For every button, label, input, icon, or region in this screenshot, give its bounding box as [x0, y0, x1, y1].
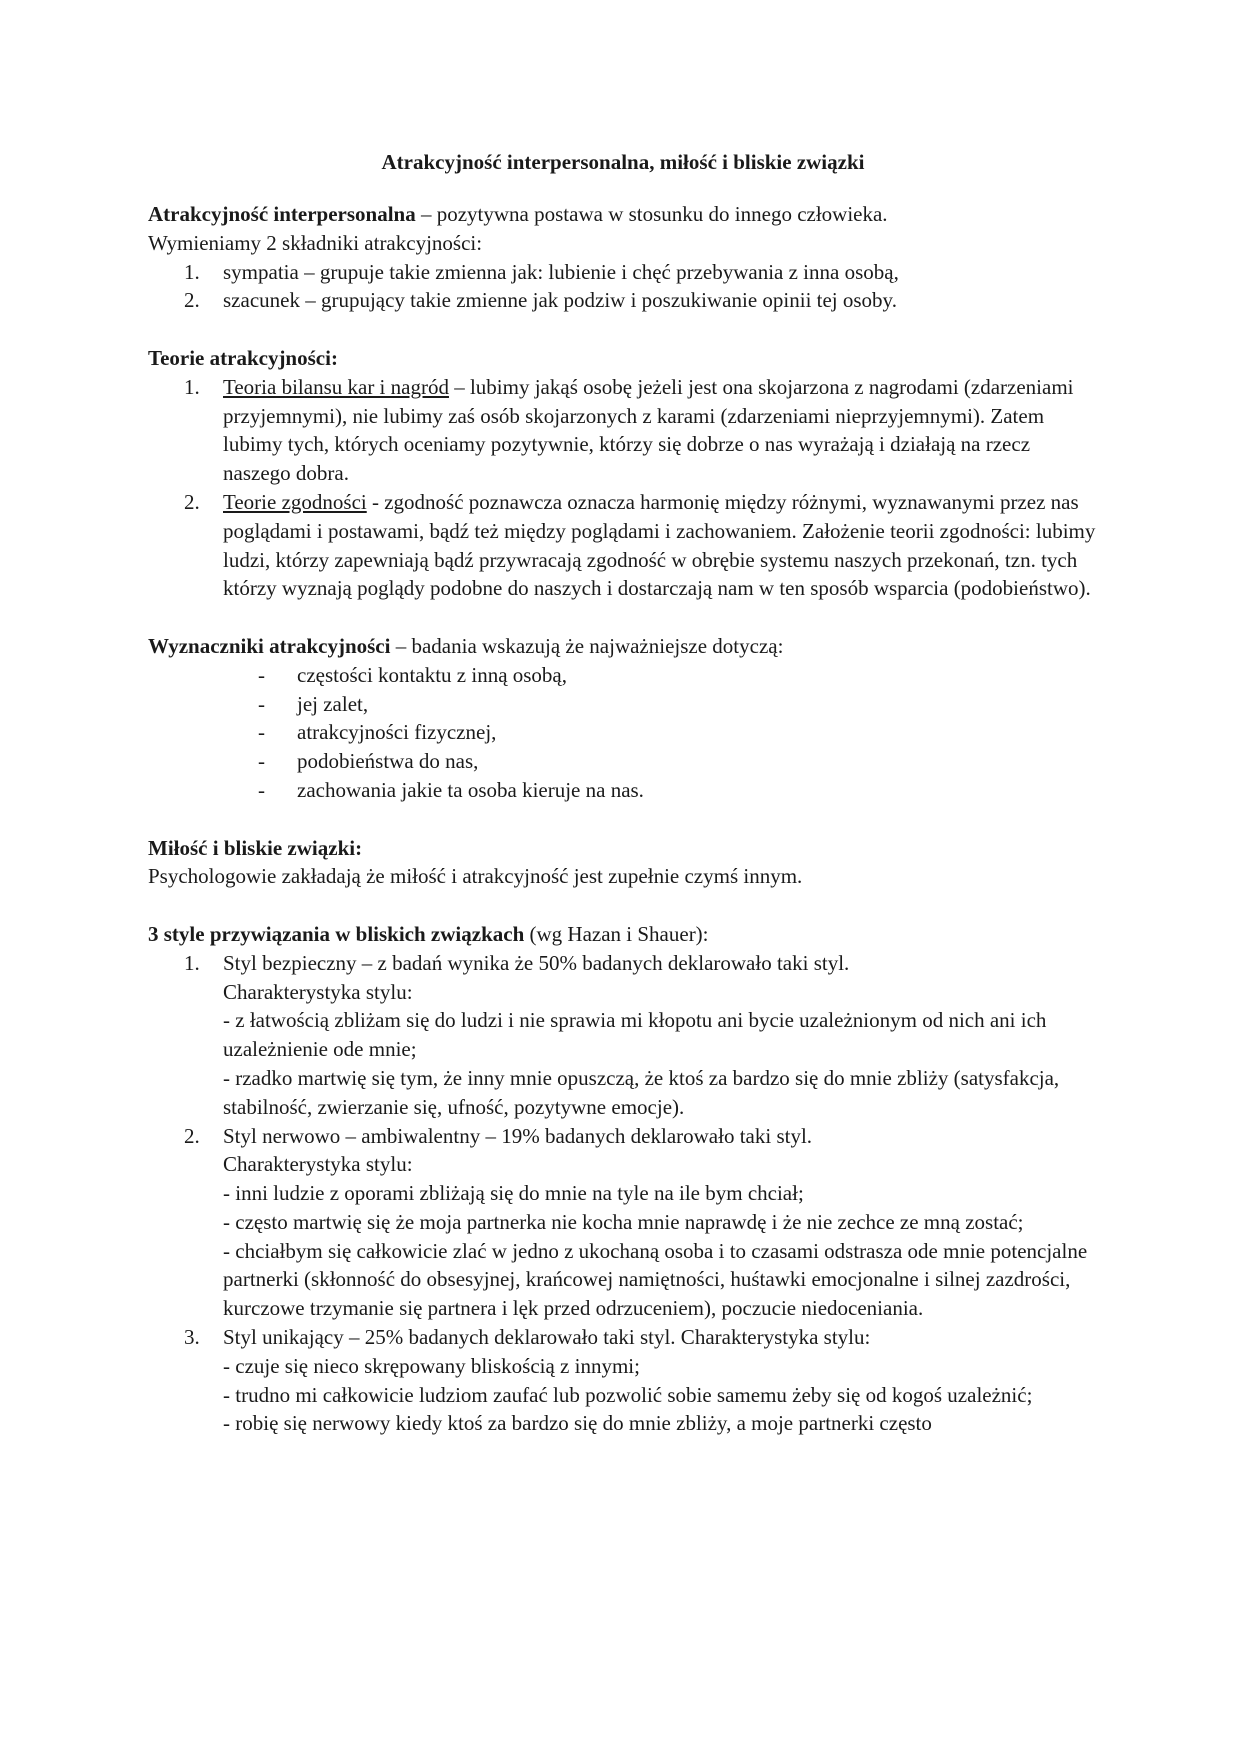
list-number: 2.: [184, 288, 200, 313]
heading-suffix: (wg Hazan i Shauer):: [524, 921, 709, 946]
list-number: 2.: [184, 1123, 200, 1148]
list-item: [148, 747, 1098, 776]
section-heading: 3 style przywiązania w bliskich związkach: [148, 921, 525, 946]
list-number: 3.: [184, 1325, 200, 1350]
list-number: 1.: [184, 374, 200, 399]
attachment-styles-list: [148, 949, 1098, 1439]
list-item: [148, 488, 1098, 603]
theory-term: Teoria bilansu kar i nagród: [223, 374, 449, 399]
list-item-text: zachowania jakie ta osoba kieruje na nas.: [297, 777, 644, 802]
dash-bullet: -: [258, 662, 265, 687]
list-item-text: sympatia – grupuje takie zmienna jak: lubienie i chęć przebywania z inna osobą,: [223, 259, 899, 284]
definition-paragraph: [148, 200, 1098, 229]
list-item-text: częstości kontaktu z inną osobą,: [297, 662, 568, 687]
list-item-text: szacunek – grupujący takie zmienne jak podziw i poszukiwanie opinii tej osoby.: [223, 288, 897, 313]
dash-bullet: -: [258, 749, 265, 774]
style-line: - czuje się nieco skrępowany bliskością z innymi;: [223, 1353, 640, 1378]
list-number: 2.: [184, 489, 200, 514]
style-line: - robię się nerwowy kiedy ktoś za bardzo się do mnie zbliży, a moje partnerki często: [223, 1411, 932, 1436]
theory-term: Teorie zgodności: [223, 489, 367, 514]
section-determinants: [148, 632, 1098, 805]
style-line: - trudno mi całkowicie ludziom zaufać lub pozwolić sobie samemu żeby się od kogoś uzależnić;: [223, 1382, 1033, 1407]
style-line: Styl nerwowo – ambiwalentny – 19% badanych deklarowało taki styl.: [223, 1123, 813, 1148]
list-item: [148, 258, 1098, 287]
list-item: [148, 1323, 1098, 1438]
dash-bullet: -: [258, 777, 265, 802]
style-line: Styl unikający – 25% badanych deklarowało taki styl. Charakterystyka stylu:: [223, 1325, 871, 1350]
list-item-text: jej zalet,: [297, 691, 369, 716]
section-attachment-styles: [148, 920, 1098, 1438]
spacer: [148, 315, 1098, 344]
list-item-text: - zgodność poznawcza oznacza harmonię między różnymi, wyznawanymi przez nas poglądami i postawami, bądź też między poglądami i zachowaniem. Założenie teorii zgodności: lubimy ludzi, którzy zapewniają bądź przywracają zgodność w obrębie systemu naszych przekonań, tzn. tych którzy wyznają poglądy podobne do naszych i dostarczają nam w ten sposób wsparcia (podobieństwo).: [223, 489, 1096, 601]
list-item: [148, 286, 1098, 315]
determinants-list: [148, 661, 1098, 805]
list-item-text: atrakcyjności fizycznej,: [297, 720, 497, 745]
list-item: [148, 1122, 1098, 1324]
section-interpersonal-attraction: [148, 200, 1098, 315]
spacer: [148, 603, 1098, 632]
dash-bullet: -: [258, 720, 265, 745]
list-item: [148, 690, 1098, 719]
dash-bullet: -: [258, 691, 265, 716]
style-line: Charakterystyka stylu:: [223, 1152, 413, 1177]
style-line: - z łatwością zbliżam się do ludzi i nie sprawia mi kłopotu ani bycie uzależnionym od nich ani ich uzależnienie ode mnie;: [223, 1008, 1047, 1062]
document-title: Atrakcyjność interpersonalna, miłość i bliskie związki: [381, 150, 865, 174]
term-bold: Wyznaczniki atrakcyjności: [148, 633, 391, 658]
list-item: [148, 776, 1098, 805]
list-number: 1.: [184, 259, 200, 284]
term-bold: Atrakcyjność interpersonalna: [148, 202, 416, 226]
attachment-heading-line: [148, 920, 1098, 949]
section-heading: Miłość i bliskie związki:: [148, 835, 363, 860]
style-line: Styl bezpieczny – z badań wynika że 50% badanych deklarowało taki styl.: [223, 950, 850, 975]
section-love: [148, 834, 1098, 892]
components-list: [148, 258, 1098, 316]
style-line: Charakterystyka stylu:: [223, 979, 413, 1004]
determinants-paragraph: [148, 632, 1098, 661]
list-item: [148, 718, 1098, 747]
spacer: [148, 891, 1098, 920]
list-item-text: podobieństwa do nas,: [297, 749, 479, 774]
determinants-text: – badania wskazują że najważniejsze dotyczą:: [390, 633, 784, 658]
theories-list: [148, 373, 1098, 603]
style-line: - inni ludzie z oporami zbliżają się do mnie na tyle na ile bym chciał;: [223, 1181, 804, 1206]
style-line: - chciałbym się całkowicie zlać w jedno z ukochaną osoba i to czasami odstrasza ode mnie potencjalne partnerki (skłonność do obsesyjnej, krańcowej namiętności, huśtawki emocjonalne i silnej zazdrości, kurczowe trzymanie się partnera i lęk przed odrzuceniem), poczucie niedoceniania.: [223, 1238, 1088, 1321]
style-line: - rzadko martwię się tym, że inny mnie opuszczą, że ktoś za bardzo się do mnie zbliży (satysfakcja, stabilność, zwierzanie się, ufność, pozytywne emocje).: [223, 1065, 1060, 1119]
spacer: [148, 805, 1098, 834]
list-number: 1.: [184, 950, 200, 975]
section-theories: [148, 344, 1098, 603]
list-item: [148, 949, 1098, 1122]
section-heading: Teorie atrakcyjności:: [148, 345, 338, 370]
style-line: - często martwię się że moja partnerka nie kocha mnie naprawdę i że nie zechce ze mną zostać;: [223, 1209, 1024, 1234]
components-intro: Wymieniamy 2 składniki atrakcyjności:: [148, 230, 483, 255]
list-item: [148, 373, 1098, 488]
list-item: [148, 661, 1098, 690]
document-page: [148, 148, 1098, 1438]
love-paragraph: Psychologowie zakładają że miłość i atrakcyjność jest zupełnie czymś innym.: [148, 864, 803, 889]
definition-text: – pozytywna postawa w stosunku do innego człowieka.: [415, 202, 888, 226]
list-item-text: – lubimy jakąś osobę jeżeli jest ona skojarzona z nagrodami (zdarzeniami przyjemnymi), nie lubimy zaś osób skojarzonych z karami (zdarzeniami nieprzyjemnymi). Zatem lubimy tych, których oceniamy pozytywnie, którzy się dobrze o nas wyrażają i działają na rzecz naszego dobra.: [223, 374, 1074, 486]
